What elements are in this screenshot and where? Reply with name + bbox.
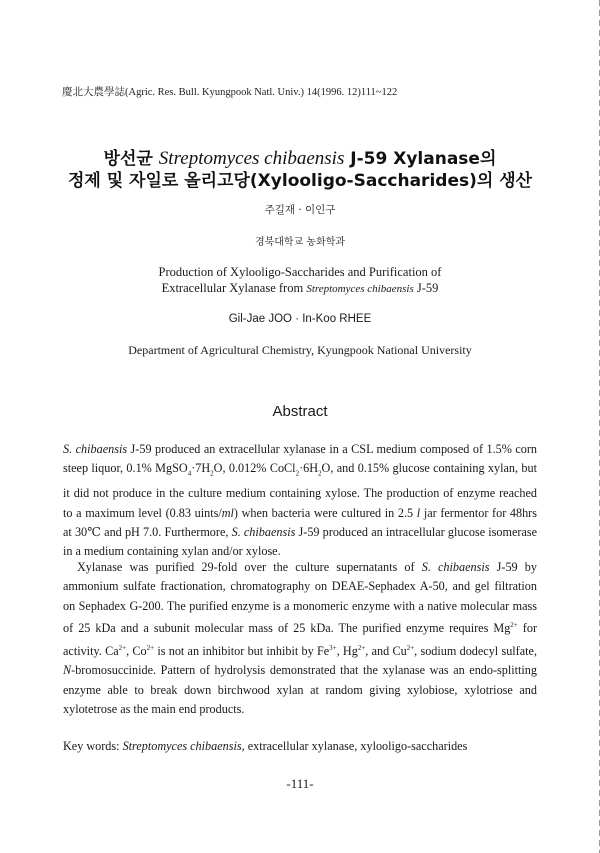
text-run: ·6H <box>299 461 319 476</box>
italic-n: N <box>63 663 72 678</box>
text-run: -bromosuccinide. Pattern of hydrolysis demonstrated that the xylanase was an endo-splitting enzyme able to break down birchwood xylan at random giving xylobiose, xylotriose and xylotetrose as the main end products. <box>63 663 537 716</box>
text-run: O, and 0.15% glucose containing xylan, but it did not produce in the culture medium containing xylose. The production of enzyme reached to a maximum level (0.83 uints/ <box>63 461 537 520</box>
text-run: jar fermentor for 48hrs at 30℃ and pH 7.0. Furthermore, <box>63 505 537 540</box>
text-run: Xylanase was purified 29-fold over the culture supernatants of <box>77 560 422 574</box>
text-run: is not an inhibitor but inhibit by Fe <box>154 643 330 658</box>
species-italic: S. chibaensis <box>63 442 128 456</box>
superscript: 3+ <box>329 643 337 652</box>
species-italic: S. chibaensis <box>231 525 296 540</box>
superscript: 2+ <box>118 643 127 652</box>
english-title <box>0 264 600 297</box>
keywords-line <box>63 739 467 754</box>
english-affiliation: Department of Agricultural Chemistry, Kyungpook National University <box>128 343 472 357</box>
keywords-rest: , extracellular xylanase, xylooligo-saccharides <box>241 739 468 753</box>
page-number: -111- <box>286 776 314 791</box>
keywords-species: Streptomyces chibaensis <box>122 739 242 753</box>
journal-citation: 慶北大農學誌(Agric. Res. Bull. Kyungpook Natl. Univ.) 14(1996. 12)111~122 <box>62 87 398 98</box>
english-title-line-2 <box>0 280 600 297</box>
english-authors: Gil-Jae JOO · In-Koo RHEE <box>228 313 372 325</box>
text-run: ) when bacteria were cultured in 2.5 <box>233 505 417 520</box>
superscript: 2+ <box>146 643 155 652</box>
korean-affiliation: 경북대학교 농화학과 <box>254 237 346 248</box>
text-run: J-59 produced an intracellular glucose isomerase in a medium containing xylan and/or xylose. <box>63 525 538 559</box>
subscript: 2 <box>295 469 300 478</box>
title-species: Streptomyces chibaensis <box>158 148 345 169</box>
superscript: 2+ <box>510 621 518 630</box>
text-run: for activity. Ca <box>63 621 537 658</box>
text-run: , and Cu <box>365 643 407 658</box>
title-suffix: J-59 Xylanase의 <box>344 149 497 169</box>
keywords-label: Key words: <box>63 739 123 753</box>
text-run: , sodium dodecyl sulfate, <box>414 643 537 658</box>
text-run: , Co <box>126 643 147 658</box>
unit-ml: ml <box>221 505 234 520</box>
text-run: O, 0.012% CoCl <box>213 461 296 476</box>
english-title-prefix: Extracellular Xylanase from <box>161 281 307 295</box>
title-prefix: 방선균 <box>103 149 159 169</box>
superscript: 2+ <box>357 643 366 652</box>
subscript: 2 <box>210 469 214 478</box>
abstract-paragraph-1 <box>63 440 537 562</box>
abstract-paragraph-2 <box>63 558 537 719</box>
english-title-line-1: Production of Xylooligo-Saccharides and Purification of <box>158 265 442 279</box>
english-title-suffix: J-59 <box>413 281 439 295</box>
unit-liter: l <box>416 505 421 520</box>
abstract-heading: Abstract <box>272 403 328 420</box>
korean-title-line-2: 정제 및 자일로 올리고당(Xylooligo-Saccharides)의 생산 <box>67 171 533 191</box>
superscript: 2+ <box>406 643 415 652</box>
species-italic: S. chibaensis <box>421 560 490 574</box>
text-run: , Hg <box>336 643 358 658</box>
text-run: J-59 produced an extracellular xylanase in a CSL medium composed of 1.5% corn steep liquor, 0.1% MgSO <box>63 442 538 476</box>
english-title-species: Streptomyces chibaensis <box>306 283 414 295</box>
text-run: ·7H <box>191 461 211 476</box>
subscript: 4 <box>187 469 192 478</box>
subscript: 2 <box>318 469 322 478</box>
text-run: J-59 by ammonium sulfate fractionation, chromatography on DEAE-Sephadex A-50, and gel filtration on Sephadex G-200. The purified enzyme is a monomeric enzyme with a native molecular mass of 25 kDa and a subunit molecular mass of 25 kDa. The purified enzyme requires Mg <box>63 560 537 636</box>
korean-authors: 주길재 · 이인구 <box>264 204 336 216</box>
